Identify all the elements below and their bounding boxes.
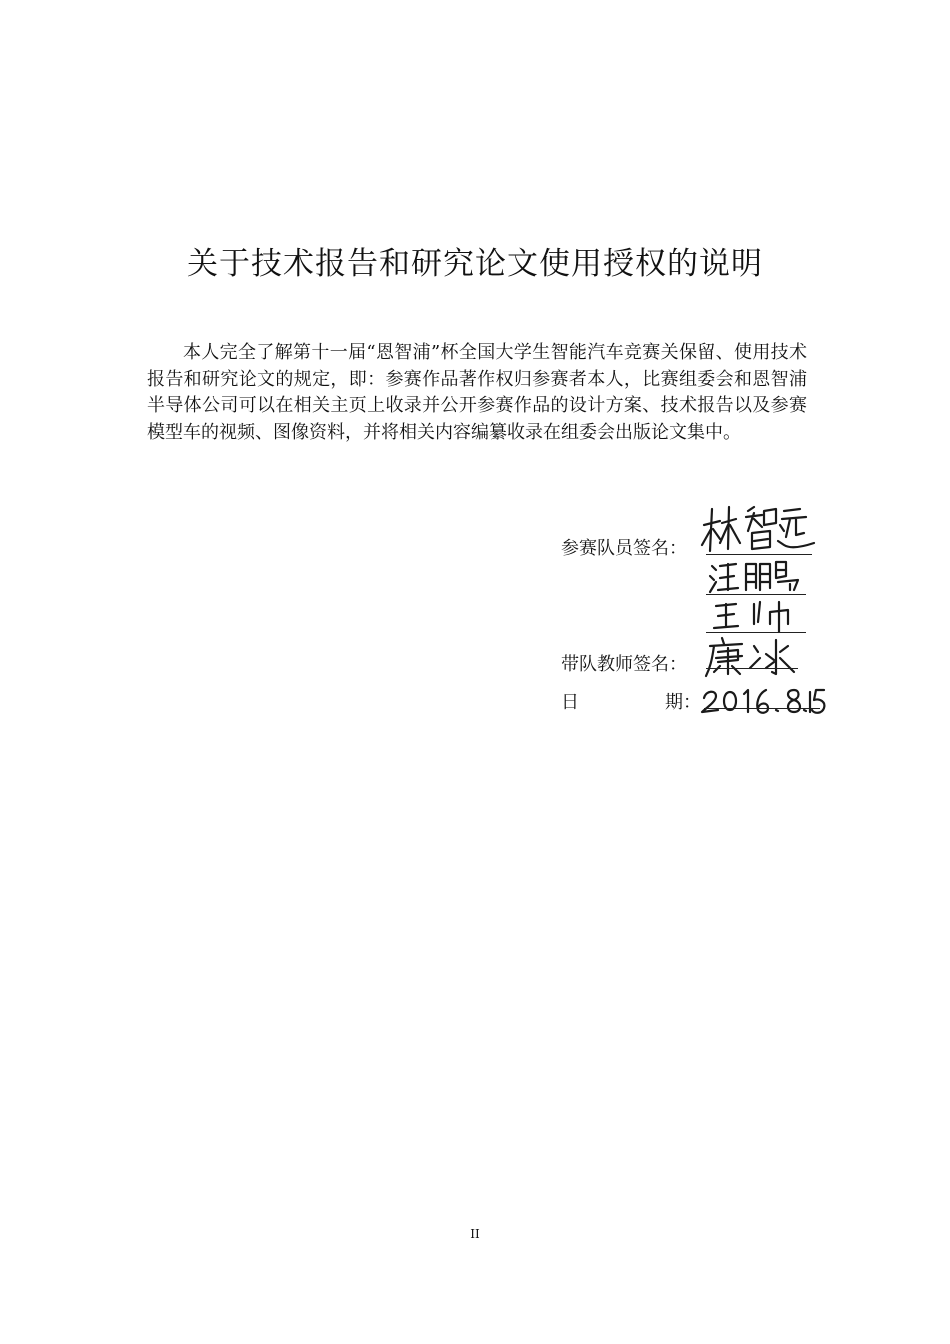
page-number: II: [470, 1227, 480, 1241]
signature-line-team-3: [706, 632, 806, 633]
date-label: [561, 688, 701, 714]
teacher-signature-label: 带队教师签名：: [561, 654, 687, 675]
signature-date: [700, 684, 826, 718]
signature-team-member-2: [706, 558, 806, 596]
date-label-left: 日: [561, 692, 579, 713]
signature-line-team-1: [706, 554, 812, 555]
signature-team-member-3: [708, 598, 808, 634]
signature-team-member-1: [698, 503, 818, 555]
signature-line-date: [704, 708, 820, 709]
signature-teacher: [704, 634, 804, 678]
document-title: 关于技术报告和研究论文使用授权的说明: [187, 246, 763, 282]
signature-line-team-2: [706, 594, 806, 595]
team-signature-label: 参赛队员签名：: [561, 538, 687, 559]
signature-line-teacher: [706, 668, 798, 669]
date-label-right: 期：: [665, 692, 701, 713]
authorization-statement: 本人完全了解第十一届“恩智浦”杯全国大学生智能汽车竞赛关保留、使用技术报告和研究论文的规定，即：参赛作品著作权归参赛者本人，比赛组委会和恩智浦半导体公司可以在相关主页上收录并公开参赛作品的设计方案、技术报告以及参赛模型车的视频、图像资料，并将相关内容编纂收录在组委会出版论文集中。: [147, 342, 807, 443]
